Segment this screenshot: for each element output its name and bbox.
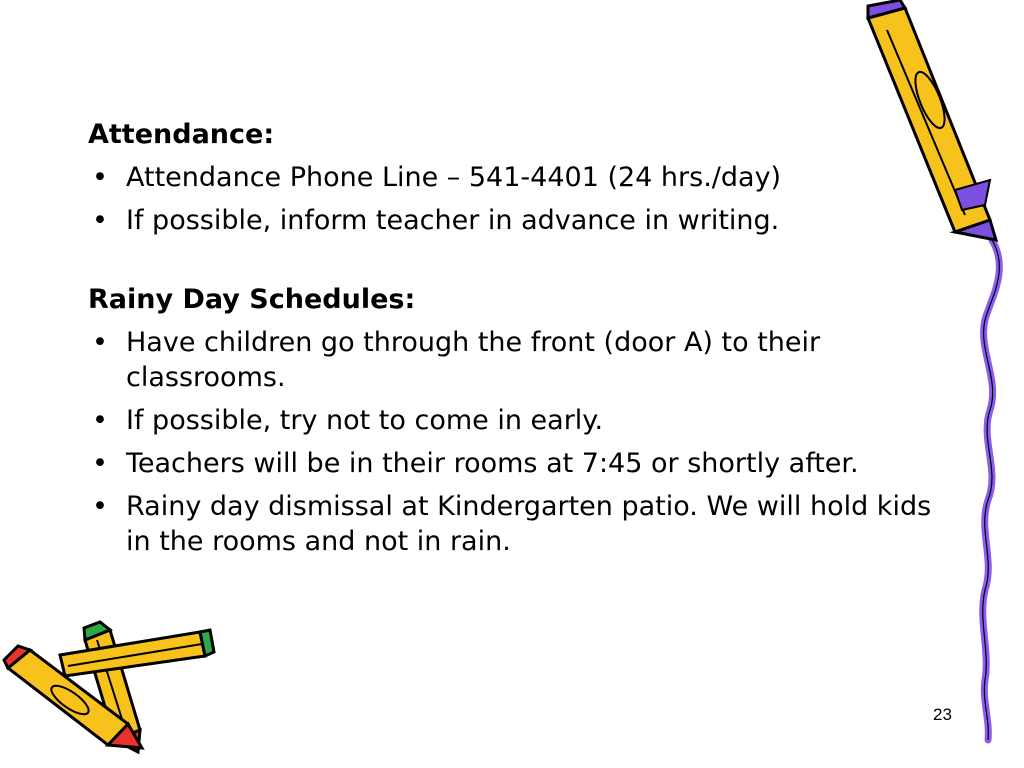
rainy-day-list	[88, 325, 948, 559]
list-item: • Teachers will be in their rooms at 7:45 or shortly after.	[88, 446, 948, 481]
list-item: • If possible, try not to come in early.	[88, 403, 948, 438]
attendance-heading: Attendance:	[88, 119, 275, 150]
rainy-day-heading: Rainy Day Schedules:	[88, 284, 416, 315]
list-item: • Attendance Phone Line – 541-4401 (24 hrs./day)	[88, 160, 948, 195]
list-item: • If possible, inform teacher in advance in writing.	[88, 203, 948, 238]
slide-content	[88, 117, 948, 559]
section-gap	[88, 238, 948, 282]
list-item: • Rainy day dismissal at Kindergarten patio. We will hold kids in the rooms and not in rain.	[88, 489, 948, 559]
pencils-bottom-left-icon	[4, 622, 214, 752]
attendance-list	[88, 160, 948, 238]
list-item: • Have children go through the front (door A) to their classrooms.	[88, 325, 948, 395]
page-number: 23	[933, 705, 952, 724]
